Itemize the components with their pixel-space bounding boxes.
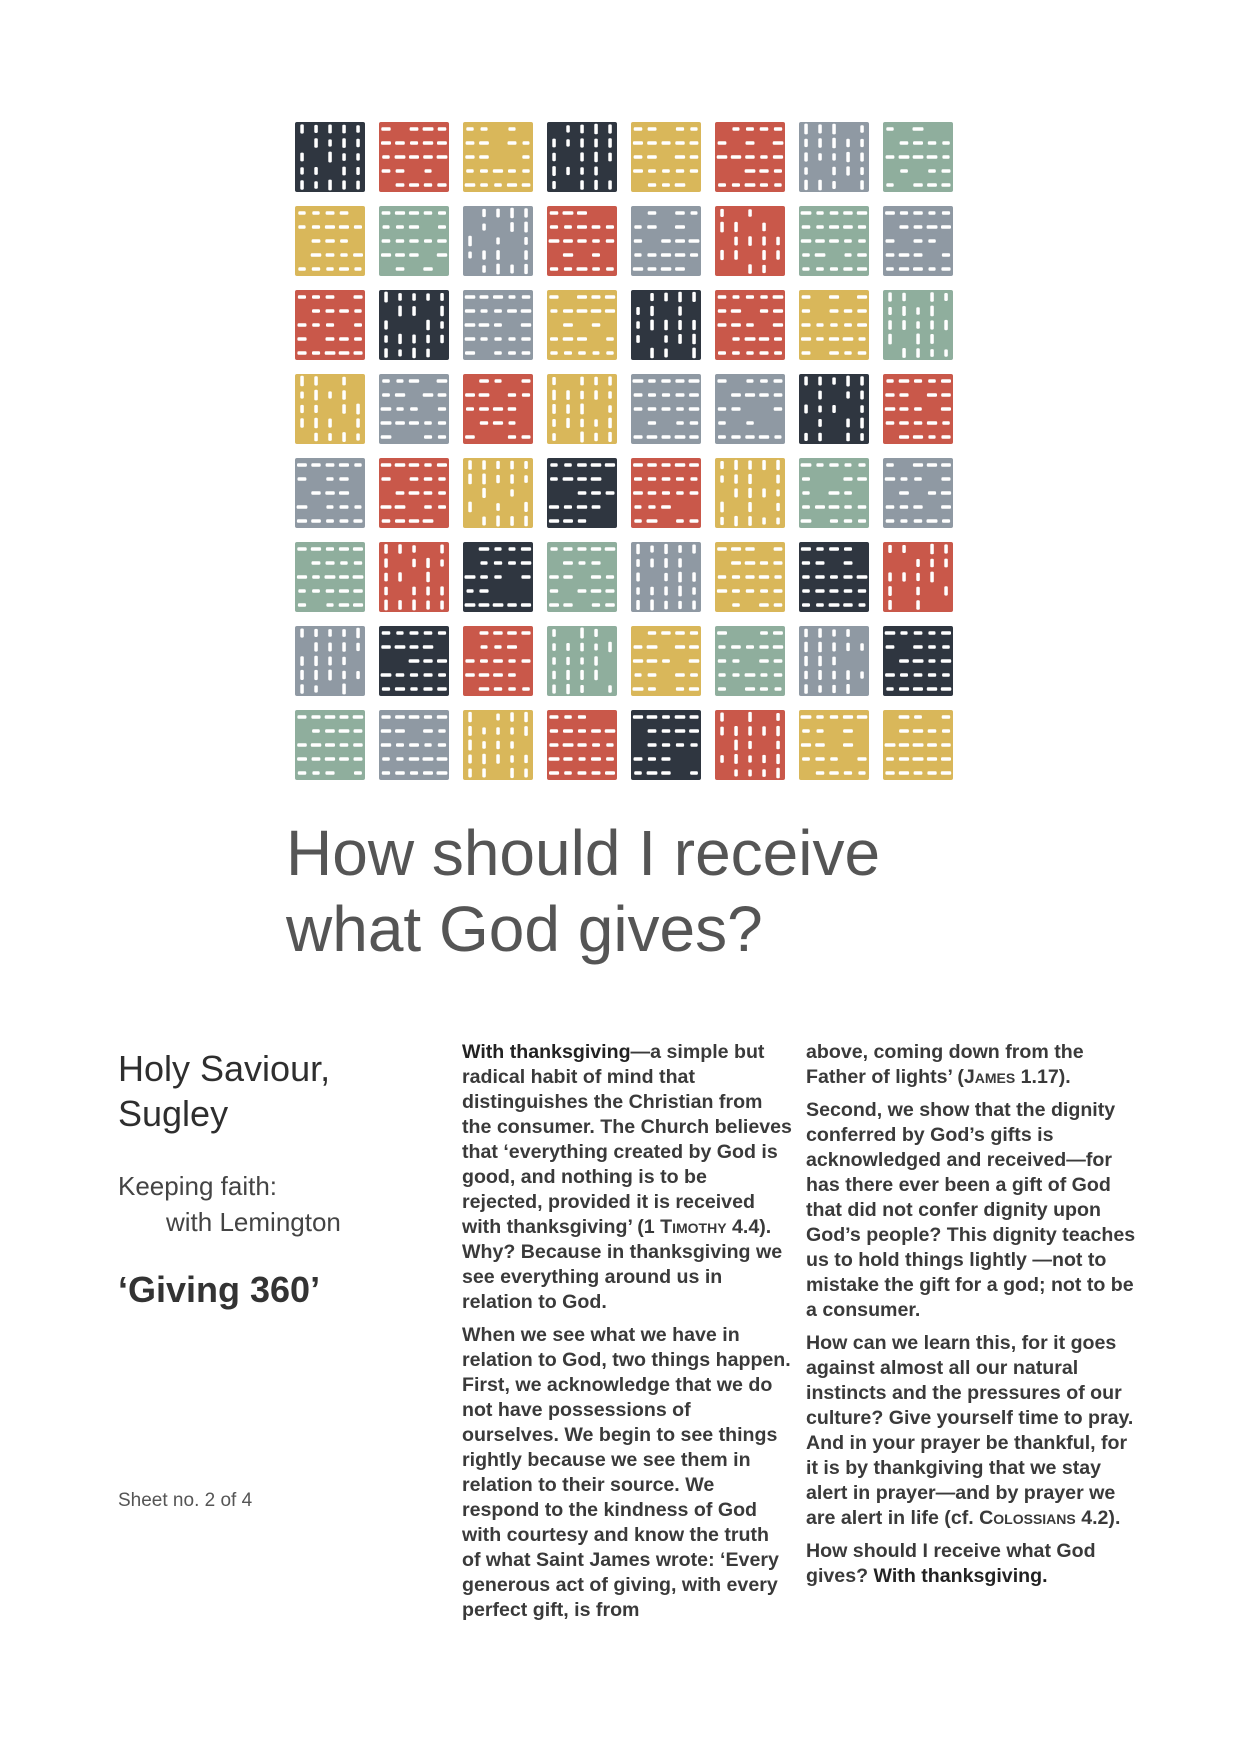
- parish-line-2: Sugley: [118, 1093, 229, 1134]
- print-tile: [715, 206, 785, 276]
- paragraph-5: [806, 1539, 1136, 1589]
- print-tile: [883, 458, 953, 528]
- print-tile: [463, 374, 533, 444]
- print-tile: [463, 290, 533, 360]
- print-tile: [463, 626, 533, 696]
- print-tile: [715, 122, 785, 192]
- print-tile: [295, 122, 365, 192]
- print-tile: [379, 710, 449, 780]
- print-tile: [799, 374, 869, 444]
- series-title: ‘Giving 360’: [118, 1269, 321, 1310]
- print-tile: [547, 542, 617, 612]
- page-title: [286, 815, 1086, 967]
- print-tile: [883, 626, 953, 696]
- print-tile: [295, 542, 365, 612]
- print-tile: [295, 458, 365, 528]
- print-tile: [463, 122, 533, 192]
- print-tile: [631, 374, 701, 444]
- print-tile: [295, 626, 365, 696]
- print-tile: [295, 710, 365, 780]
- print-tile: [715, 542, 785, 612]
- print-tile: [799, 710, 869, 780]
- print-tile: [547, 122, 617, 192]
- print-tile: [547, 626, 617, 696]
- print-tile: [547, 206, 617, 276]
- paragraph-2-cont-text-b: 1.17).: [1015, 1066, 1071, 1088]
- scripture-ref-colossians: Colossians: [979, 1507, 1076, 1529]
- print-tile: [715, 374, 785, 444]
- print-tile: [883, 290, 953, 360]
- print-tile: [295, 374, 365, 444]
- print-tile: [379, 290, 449, 360]
- print-tile: [883, 122, 953, 192]
- print-tile: [799, 122, 869, 192]
- print-tile: [715, 290, 785, 360]
- print-tile: [799, 458, 869, 528]
- parish-line-1: Holy Saviour,: [118, 1048, 331, 1089]
- scripture-ref-timothy: Timothy: [660, 1216, 727, 1238]
- keeping-line-1: Keeping faith:: [118, 1171, 278, 1201]
- closing-answer: With thanksgiving.: [873, 1565, 1048, 1587]
- paragraph-3: Second, we show that the dignity conferred by God’s gifts is acknowledged and received—for has there ever been a gift of God that did not confer dignity upon God’s people? This dignity teaches us to hold things lightly —not to mistake the gift for a god; not to be a consumer.: [806, 1099, 1136, 1321]
- print-tile: [547, 710, 617, 780]
- print-tile: [379, 206, 449, 276]
- print-tile: [799, 542, 869, 612]
- print-tile: [631, 206, 701, 276]
- paragraph-2-cont-text-a: above, coming down from the Father of lights’ (: [806, 1041, 1084, 1088]
- scripture-ref-james: James: [963, 1066, 1016, 1088]
- paragraph-4-text-b: 4.2).: [1075, 1507, 1121, 1529]
- print-tile: [631, 290, 701, 360]
- print-tile: [799, 626, 869, 696]
- title-line-2: what God gives?: [286, 893, 763, 965]
- print-tile: [547, 290, 617, 360]
- print-tile: [463, 206, 533, 276]
- print-tile: [631, 626, 701, 696]
- print-tile: [295, 206, 365, 276]
- print-tile: [799, 206, 869, 276]
- block-print-artwork: [288, 115, 960, 787]
- paragraph-1-text-b: 4.4). Why? Because in thanksgiving we see everything around us in relation to God.: [462, 1216, 783, 1313]
- print-tile: [631, 122, 701, 192]
- print-tile: [463, 458, 533, 528]
- paragraph-2-continued: [806, 1040, 1136, 1090]
- paragraph-2: When we see what we have in relation to God, two things happen. First, we acknowledge that we do not have possessions of ourselves. We begin to see things rightly because we see them in relation to their source. We respond to the kindness of God with courtesy and know the truth of what Saint James wrote: ‘Every generous act of giving, with every perfect gift, is from: [462, 1324, 791, 1621]
- print-tile: [631, 710, 701, 780]
- paragraph-1-text-a: —a simple but radical habit of mind that distinguishes the Christian from the consumer. The Church believes that ‘everything created by God is good, and nothing is to be rejected, provided it is received with thanksgiving’ (1: [462, 1041, 792, 1238]
- print-tile: [883, 710, 953, 780]
- print-tile: [631, 542, 701, 612]
- print-tile: [379, 122, 449, 192]
- print-tile: [379, 626, 449, 696]
- body-column-1: [462, 1040, 792, 1631]
- closing-question: How should I receive what God gives?: [806, 1540, 1096, 1587]
- print-tile: [715, 710, 785, 780]
- body-column-2: [806, 1040, 1136, 1597]
- print-tile: [379, 374, 449, 444]
- sheet-number: Sheet no. 2 of 4: [118, 1490, 253, 1511]
- print-tile: [883, 542, 953, 612]
- parish-name: [118, 1046, 418, 1136]
- print-tile: [883, 206, 953, 276]
- print-tile: [379, 458, 449, 528]
- print-tile: [463, 710, 533, 780]
- print-tile: [631, 458, 701, 528]
- print-tile: [463, 542, 533, 612]
- print-tile: [547, 458, 617, 528]
- print-tile: [547, 374, 617, 444]
- paragraph-4-text-a: How can we learn this, for it goes against almost all our natural instincts and the pressures of our culture? Give yourself time to pray. And in your prayer be thankful, for it is by thankgiving that we stay alert in prayer—and by prayer we are alert in life (cf.: [806, 1332, 1134, 1529]
- lead-phrase: With thanksgiving: [462, 1041, 631, 1063]
- keeping-faith: [118, 1168, 418, 1240]
- print-tile: [715, 626, 785, 696]
- title-line-1: How should I receive: [286, 817, 881, 889]
- print-tile: [379, 542, 449, 612]
- print-tile: [799, 290, 869, 360]
- paragraph-4: [806, 1331, 1136, 1531]
- keeping-line-2: with Lemington: [166, 1207, 341, 1237]
- paragraph-1: [462, 1040, 792, 1315]
- print-tile: [295, 290, 365, 360]
- print-tile: [883, 374, 953, 444]
- print-tile: [715, 458, 785, 528]
